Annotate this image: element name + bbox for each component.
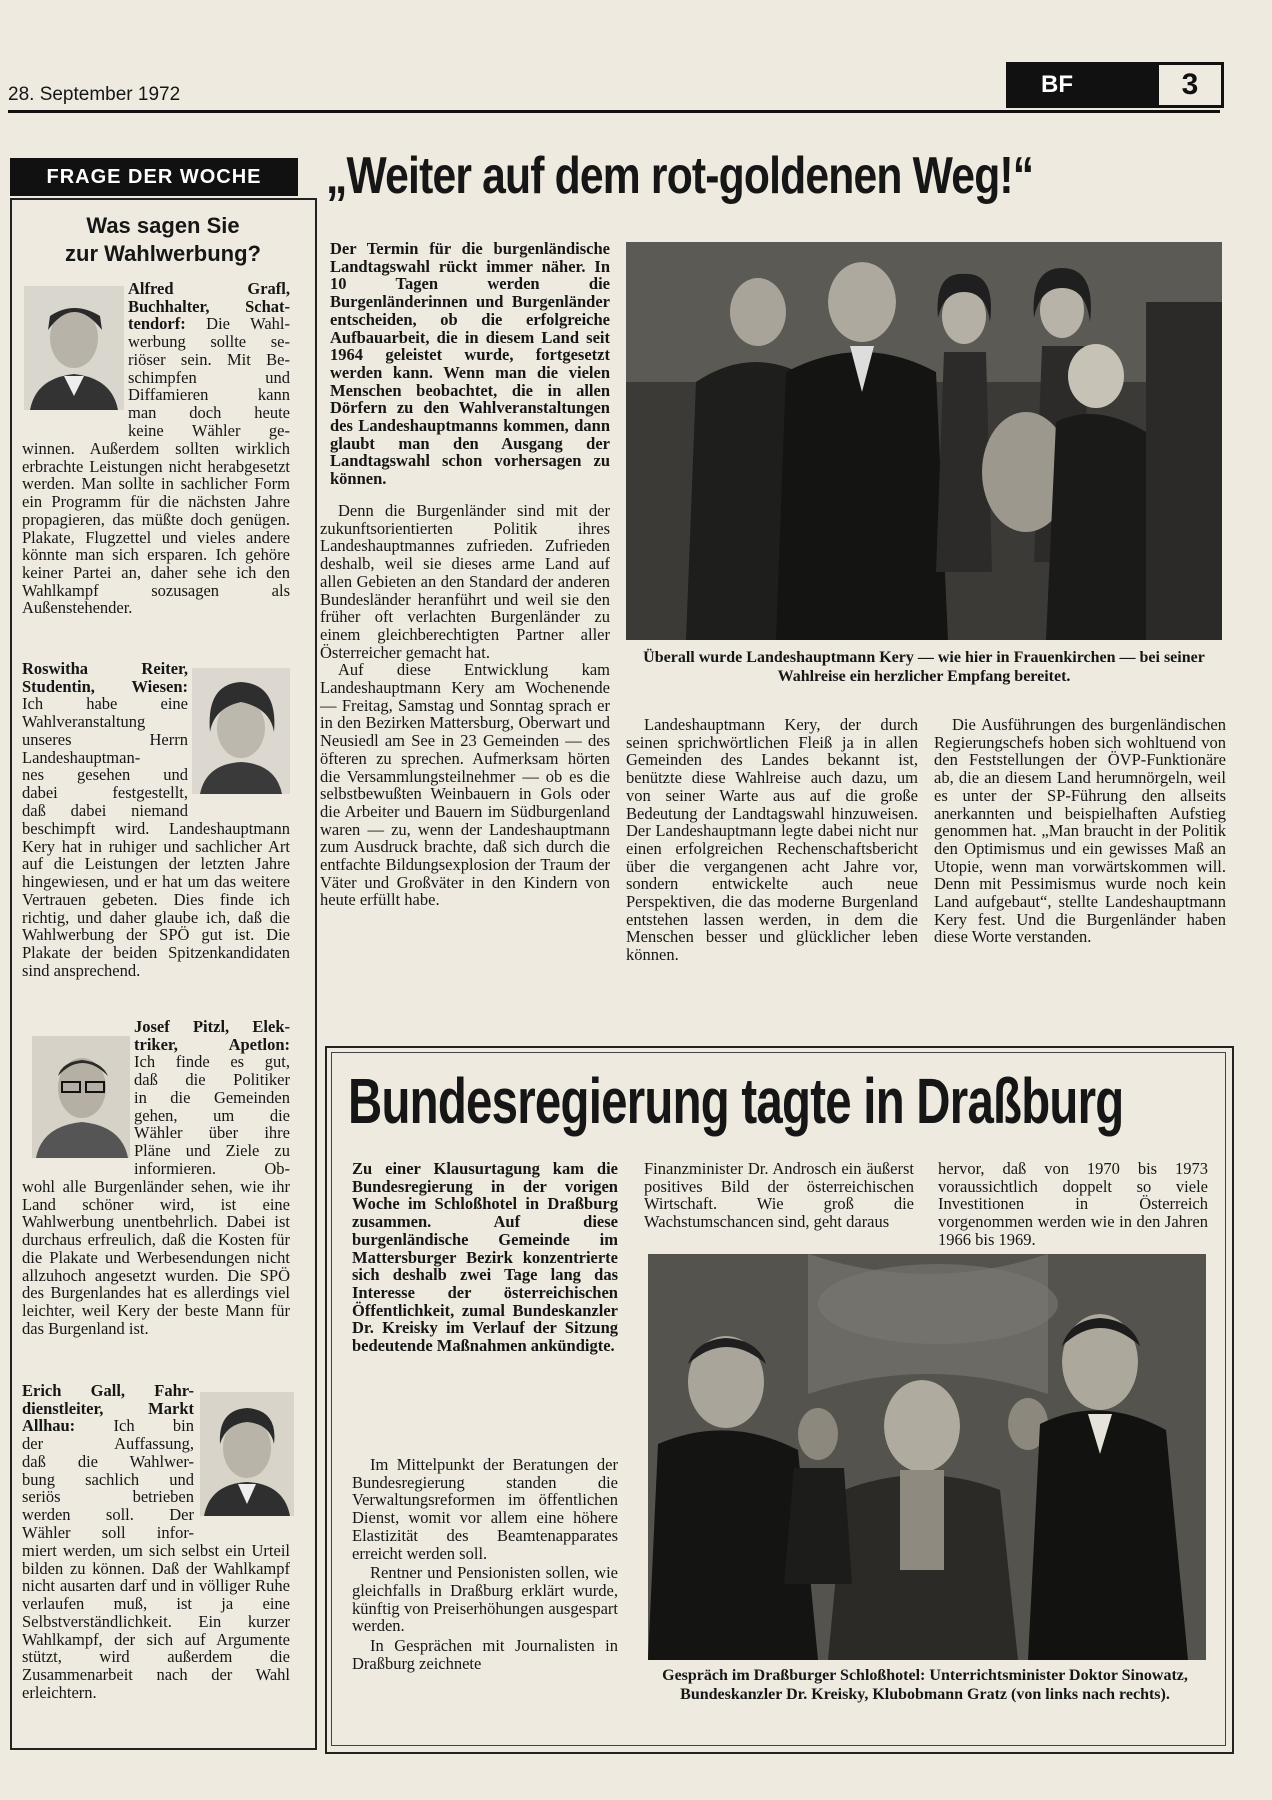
answer-intro-line: der Auffassung, [22, 1434, 194, 1454]
answer-4-body: miert werden, um sich selbst ein Urteil bilden zu können. Daß der Wahlkampf nicht ausarten darf und in völliger Ruhe verlaufen muß, ist ja eine Selbstverständlichkeit. Ein kurzer Wahlkampf, der sich auf Argumente stützt, wird außerdem die Zusammenarbeit nach der Wahl erleichtern. [22, 1541, 290, 1702]
answer-intro-line: dienstleiter, Markt [22, 1398, 194, 1418]
answer-intro-line: Studentin, Wiesen: [22, 676, 188, 696]
article-2-col3: hervor, daß von 1970 bis 1973 voraussichtlich doppelt so viele Investitionen in Österreich vorgenommen werden wie in den Jahren 1966 bis 1969. [938, 1159, 1208, 1249]
answer-intro-line: daß dabei niemand [22, 800, 188, 820]
answer-intro-line: triker, Apetlon: [134, 1034, 290, 1054]
portrait-photo [192, 668, 290, 794]
article-1-col1-p2: Auf diese Entwicklung kam Landeshauptmann Kery am Wochenende — Freitag, Samstag und Sonntag sprach er in den Bezirken Mattersburg, Oberwart und Neusiedl am See in 23 Gemeinden — des öfteren zu sprechen. Aufmerksam hörten die Versammlungsteilnehmer — ob es die selbstbewußten Weinbauern in Gols oder die Arbeiter und Bauern im Südburgenland waren — zu, wenn der Landeshauptmann zum Ausdruck brachte, daß sich durch die entfachte Bildungsexplosion der Traum der Väter und Großväter in den Kindern von heute erfüllt habe. [320, 660, 610, 910]
answer-intro-line: Roswitha Reiter, [22, 659, 188, 678]
answer-intro-line: seriös betrieben [22, 1487, 194, 1507]
answer-2-lines [22, 660, 188, 819]
header-rule [8, 110, 1220, 113]
answer-intro-line: dabei festgestellt, [22, 782, 188, 802]
masthead-brand: BF [1009, 65, 1159, 105]
answer-2-body: beschimpft wird. Landeshauptmann Kery hat in ruhiger und sachlicher Art auf die Leistungen der letzten Jahre hingewiesen, und er hat um das weitere Vertrauen gebeten. Dies finde ich richtig, und daher glaube ich, daß die Wahlwerbung der SPÖ gut ist. Die Plakate der beiden Spitzenkandidaten sind ansprechend. [22, 819, 290, 980]
answer-intro-line: werden soll. Der [22, 1504, 194, 1524]
answer-1-wrap [128, 280, 290, 439]
answer-intro-line: bung sachlich und [22, 1469, 194, 1489]
answer-intro-line: Alfred Grafl, [128, 279, 290, 298]
meeting-photo-image [648, 1254, 1206, 1660]
article-2-p2: Rentner und Pensionisten sollen, wie gleichfalls in Draßburg erklärt wurde, künftig von Preiserhöhungen ausgespart werden. [352, 1563, 618, 1636]
answer-intro-line: unseres Herrn [22, 729, 188, 749]
answer-intro-line: informieren. Ob- [134, 1158, 290, 1178]
frage-label: FRAGE DER WOCHE [10, 158, 298, 196]
answer-intro-line: schimpfen und [128, 367, 290, 387]
answer-intro-line: Wahlveranstaltung [22, 712, 146, 732]
answer-intro-line: riöser sein. Mit Be- [128, 349, 290, 369]
answer-1-lines [128, 280, 290, 439]
frage-title [20, 212, 306, 268]
answer-intro-line: Landeshauptman- [22, 747, 141, 767]
reception-photo-image [626, 242, 1222, 640]
portrait-image [24, 286, 124, 410]
article-2-headline: Bundesregierung tagte in Draßburg [348, 1065, 1124, 1137]
answer-intro-line: man doch heute [128, 402, 290, 422]
answer-intro-line: Josef Pitzl, Elek- [134, 1017, 290, 1036]
portrait-image [192, 668, 290, 794]
answer-intro-line: nes gesehen und [22, 765, 188, 785]
article-1-col2-text: Landeshauptmann Kery, der durch seinen sprichwörtlichen Fleiß ja in allen Gemeinden des Landes bekannt ist, benützte diese Wahlreise auch dazu, um von seiner Warte aus auf die große Bedeutung der Landtagswahl hinzuweisen. Der Landeshauptmann legte dabei nicht nur einen erfolgreichen Rechenschaftsbericht über die vergangenen acht Jahre vor, sondern entwickelte auch neue Perspektiven, die das moderne Burgenland entstehen lassen werden, in dem die Menschen besser und glücklicher leben können. [626, 715, 918, 965]
answer-intro-line: Erich Gall, Fahr- [22, 1381, 194, 1400]
answer-intro-line: Ich habe eine [22, 694, 188, 714]
answer-intro-line: Diffamieren kann [128, 385, 290, 405]
article-1-col3-text: Die Ausführungen des burgenländischen Regierungschefs hoben sich wohltuend von den Feststellungen der ÖVP-Funktionäre ab, die an diesem Land herumnörgeln, weil es unter der SP-Führung den allseits anerkannten und beispielhaften Aufstieg genommen hat. „Man braucht in der Politik den Optimismus und ein gewisses Maß an Utopie, wenn man vorwärtskommen will. Denn mit Pessimismus wurde noch kein Land aufgebaut“, stellte Landeshauptmann Kery fest. Und die Burgenländer haben diese Worte verstanden. [934, 715, 1226, 947]
answer-intro-line: daß die Politiker [134, 1070, 290, 1090]
portrait-photo [32, 1036, 130, 1158]
answer-3-lines [134, 1018, 290, 1177]
article-2-caption: Gespräch im Draßburger Schloßhotel: Unterrichtsminister Doktor Sinowatz, Bundeskanzler Dr. Kreisky, Klubobmann Gratz (von links nach rechts). [662, 1667, 1188, 1703]
answer-3-body: wohl alle Burgenländer sehen, wie ihr Land schöner wird, ist eine Wahlwerbung unentbehrlich. Dabei ist durchaus erfreulich, daß die Kosten für die Plakate und Werbesendungen nicht allzuhoch angesetzt wurden. Die SPÖ des Burgenlandes hat es allerdings viel leichter, weil Kery der beste Mann für das Burgenland ist. [22, 1177, 290, 1338]
portrait-photo [200, 1392, 294, 1516]
article-1-headline: „Weiter auf dem rot-goldenen Weg!“ [326, 147, 1034, 205]
article-2-p3: In Gesprächen mit Journalisten in Draßburg zeichnete [352, 1636, 618, 1673]
frage-title-line1: Was sagen Sie [86, 213, 240, 238]
answer-intro-line: werbung sollte se- [128, 332, 290, 352]
answer-intro-line: gehen, um die [134, 1105, 290, 1125]
article-1-lead: Der Termin für die burgenländische Landtagswahl rückt immer näher. In 10 Tagen werden die Burgenländerinnen und Burgenländer entscheiden, ob die erfolgreiche Aufbauarbeit, die in diesem Land seit 1964 geleistet wurde, fortgesetzt werden kann. Wenn man die vielen Menschen beobachtet, die in allen Dörfern zu den Wahlveranstaltungen des Landeshauptmanns kommen, dann glaubt man den Ausgang der Landtagswahl schon vorhersagen zu können. [330, 239, 610, 489]
article-1-photo [626, 242, 1222, 640]
issue-date: 28. September 1972 [8, 84, 181, 105]
article-2-p1: Im Mittelpunkt der Beratungen der Bundesregierung standen die Verwaltungsreformen im öffentlichen Dienst, womit vor allem eine höhere Elastizität des Beamtenapparates erreicht werden soll. [352, 1455, 618, 1563]
answer-intro-line: Wähler soll infor- [22, 1522, 194, 1542]
answer-1-body: winnen. Außerdem sollten wirklich erbrachte Leistungen nicht herabgesetzt werden. Man sollte in sachlicher Form ein Programm für die nächsten Jahre propagieren, das müßte doch genügen. Plakate, Flugzettel und vieles andere könnte man sich ersparen. Ich gehöre keiner Partei an, daher sehe ich den Wahlkampf sozusagen als Außenstehender. [22, 439, 290, 618]
page-number: 3 [1181, 68, 1199, 101]
answer-3-wrap [134, 1018, 290, 1177]
article-1-col3 [934, 716, 1226, 946]
portrait-image [200, 1392, 294, 1516]
answer-4-lines [22, 1382, 194, 1541]
article-2-body [352, 1456, 618, 1672]
frage-title-line2: zur Wahlwerbung? [65, 241, 261, 266]
article-1-col1-p1: Denn die Burgenländer sind mit der zukunftsorientierten Politik ihres Landeshauptmannes zufrieden. Zufrieden deshalb, weil sie dieses arme Land auf allen Gebieten an den Standard der anderen Bundesländer heranführt und weil sie den früher oft verlachten Burgenländer zu einem gleichberechtigten Partner aller Österreicher gemacht hat. [320, 501, 610, 662]
article-1-col2 [626, 716, 918, 964]
article-1-caption: Überall wurde Landeshauptmann Kery — wie hier in Frauenkirchen — bei seiner Wahlreise ein herzlicher Empfang bereitet. [643, 649, 1205, 685]
article-2-col2: Finanzminister Dr. Androsch ein äußerst positives Bild der österreichischen Wirtschaft. Wie groß die Wachstumschancen sind, geht daraus [644, 1159, 914, 1232]
answer-intro-line: in die Gemeinden [134, 1087, 290, 1107]
portrait-photo [24, 286, 124, 410]
article-1-col1 [320, 502, 610, 909]
answer-intro-line: Buchhalter, Schat- [128, 296, 290, 316]
portrait-image [32, 1036, 130, 1158]
answer-intro-line: keine Wähler ge- [128, 420, 290, 440]
answer-intro-line: daß die Wahlwer- [22, 1451, 194, 1471]
answer-intro-line: Pläne und Ziele zu [134, 1140, 290, 1160]
answer-intro-line: Allhau: Ich bin [22, 1416, 194, 1436]
article-2-photo [648, 1254, 1206, 1660]
answer-2-wrap [22, 660, 188, 819]
answer-4-wrap [22, 1382, 194, 1541]
answer-intro-line: tendorf: Die Wahl- [128, 314, 290, 334]
article-2-lead: Zu einer Klausurtagung kam die Bundesregierung in der vorigen Woche im Schloßhotel in Draßburg zusammen. Auf diese burgenländische Gemeinde im Mattersburger Bezirk konzentrierte sich deshalb zwei Tage lang das Interesse der österreichischen Öffentlichkeit, zumal Bundeskanzler Dr. Kreisky im Verlauf der Sitzung bedeutende Maßnahmen ankündigte. [352, 1159, 618, 1356]
answer-intro-line: Wähler über ihre [134, 1123, 290, 1143]
masthead-badge [1006, 62, 1224, 108]
answer-intro-line: Ich finde es gut, [134, 1052, 290, 1072]
